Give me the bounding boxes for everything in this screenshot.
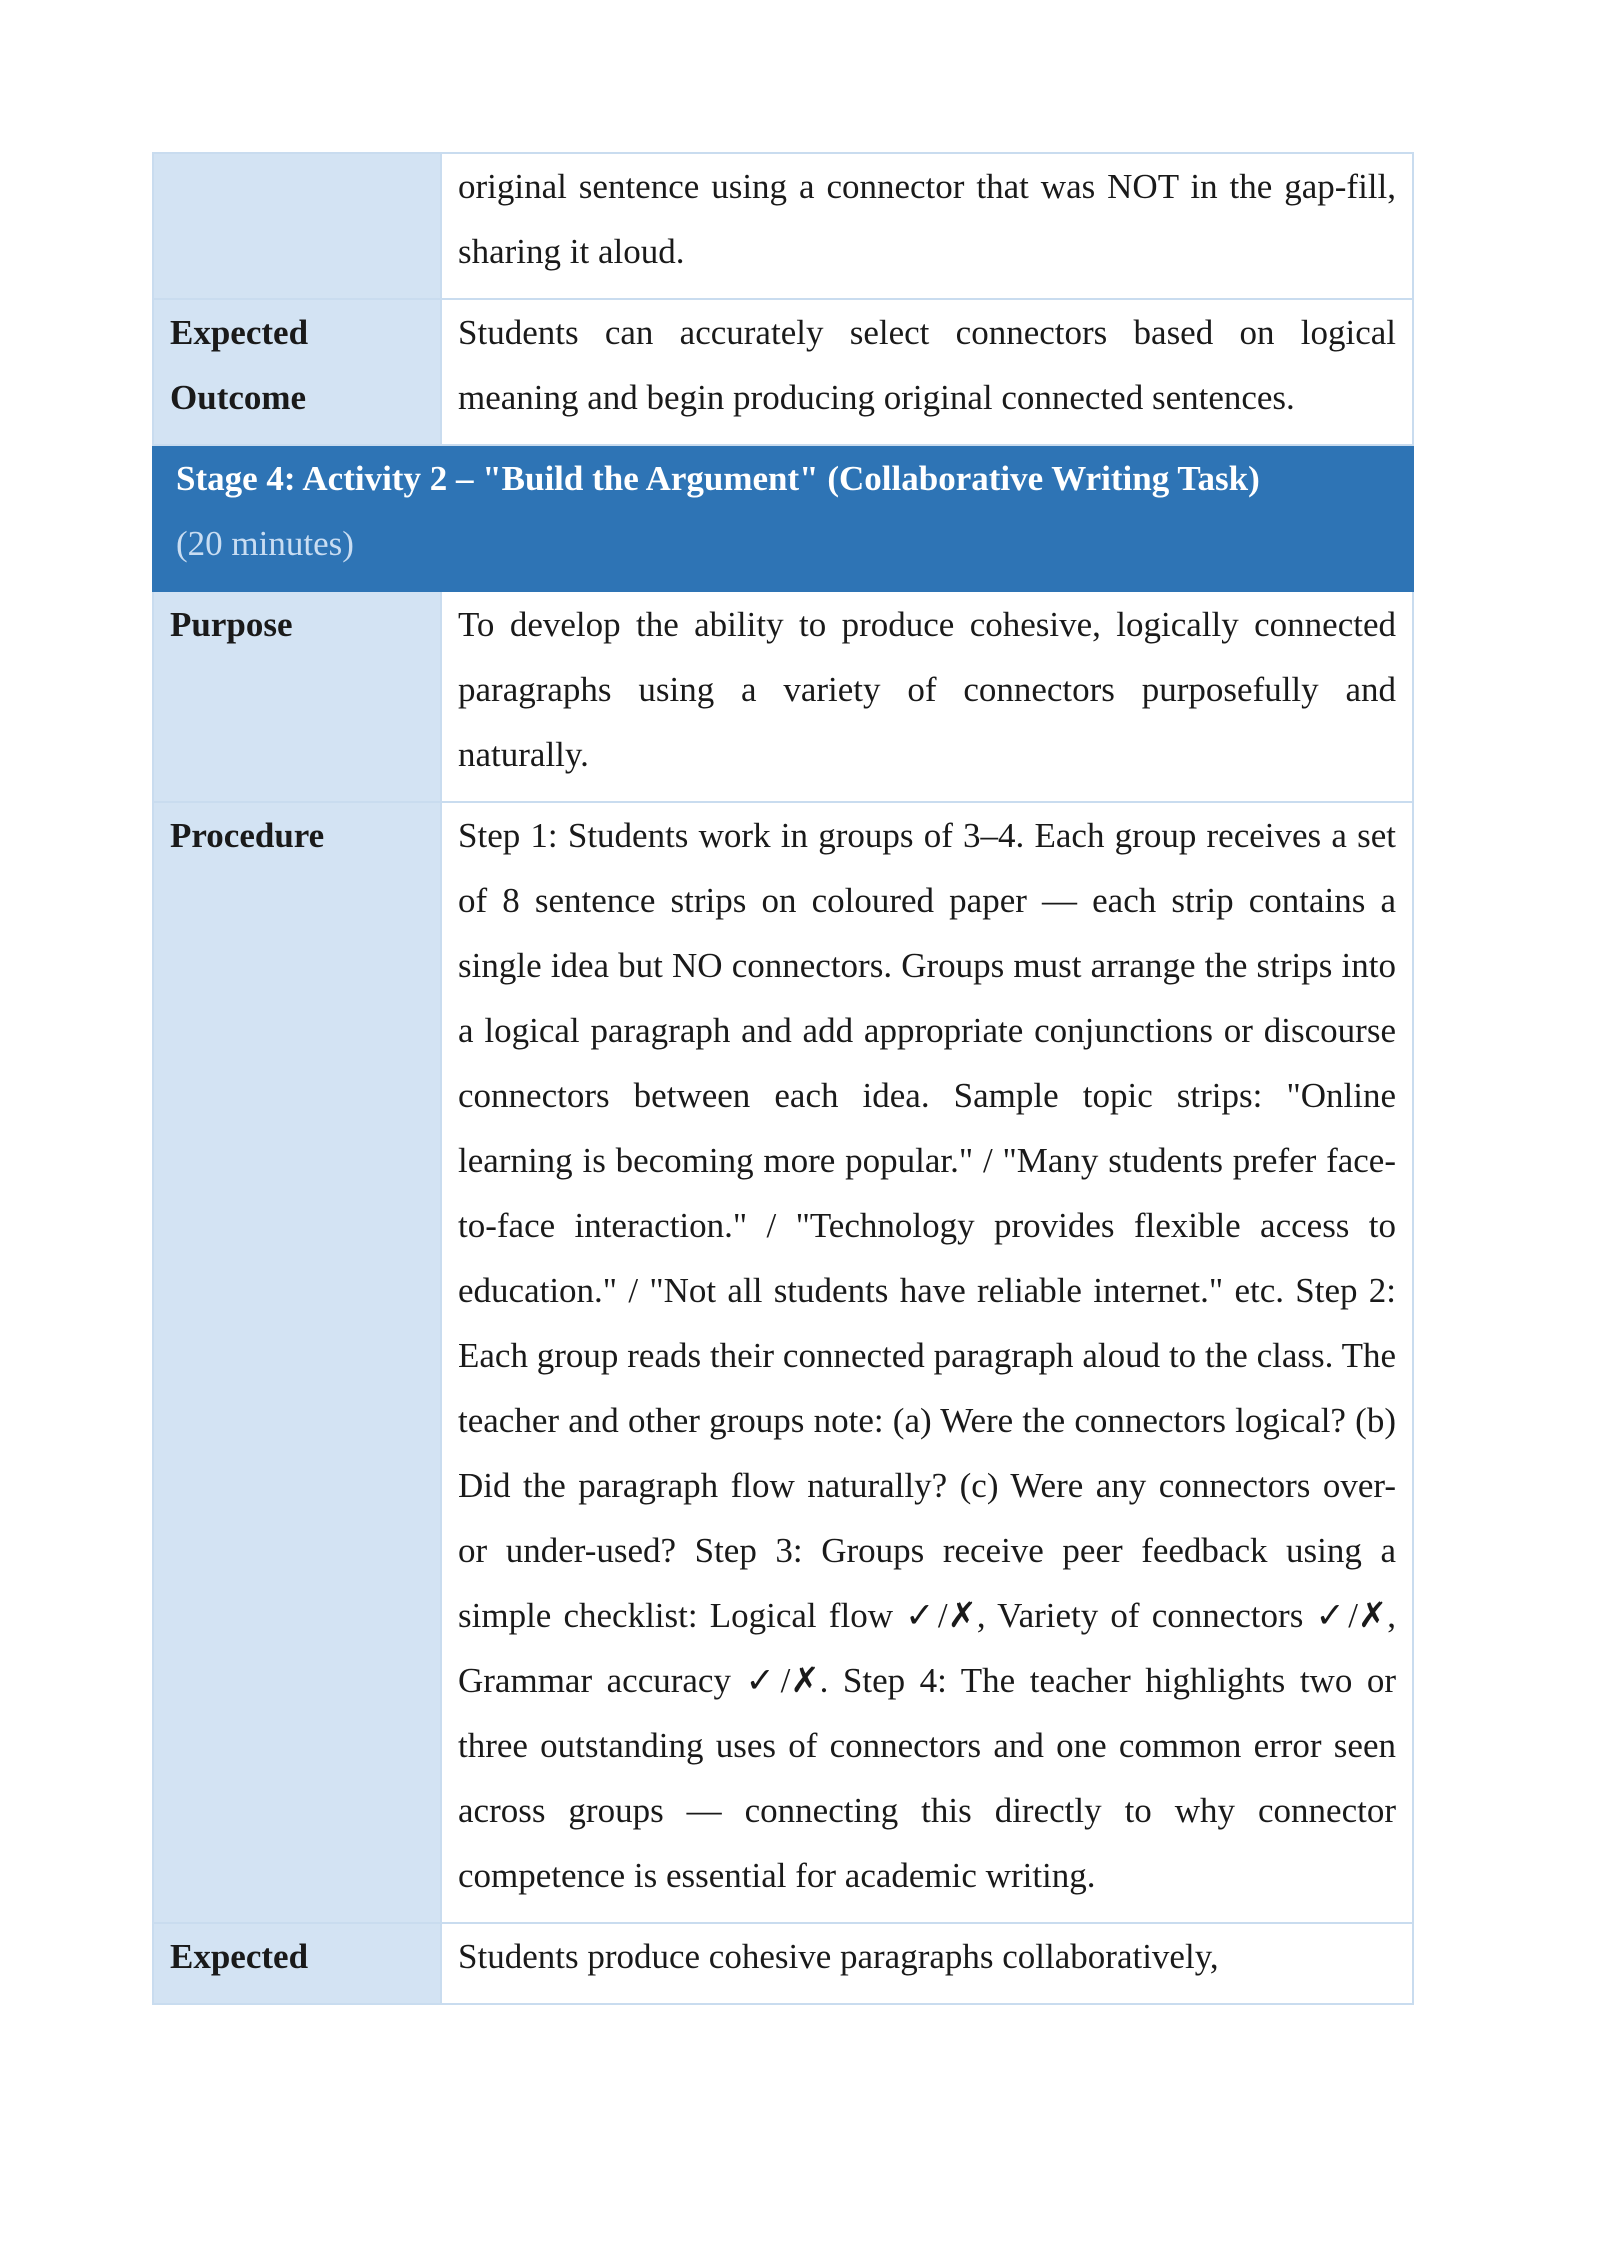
table-row (153, 153, 1413, 299)
purpose-text: To develop the ability to produce cohesive, logically connected paragraphs using a variety of connectors purposefully and naturally. (441, 591, 1413, 802)
empty-label-cell (153, 153, 441, 299)
stage-duration: (20 minutes) (176, 524, 354, 563)
continuation-text: original sentence using a connector that was NOT in the gap-fill, sharing it aloud. (441, 153, 1413, 299)
stage-header-row (153, 445, 1413, 591)
lesson-plan-table (152, 152, 1414, 2005)
expected-outcome-label (153, 299, 441, 445)
procedure-text: Step 1: Students work in groups of 3–4. Each group receives a set of 8 sentence strips on coloured paper — each strip contains a single idea but NO connectors. Groups must arrange the strips into a logical paragraph and add appropriate conjunctions or discourse connectors between each idea. Sample topic strips: "Online learning is becoming more popular." / "Many students prefer face-to-face interaction." / "Technology provides flexible access to education." / "Not all students have reliable internet." etc. Step 2: Each group reads their connected paragraph aloud to the class. The teacher and other groups note: (a) Were the connectors logical? (b) Did the paragraph flow naturally? (c) Were any connectors over- or under-used? Step 3: Groups receive peer feedback using a simple checklist: Logical flow ✓/✗, Variety of connectors ✓/✗, Grammar accuracy ✓/✗. Step 4: The teacher highlights two or three outstanding uses of connectors and one common error seen across groups — connecting this directly to why connector competence is essential for academic writing. (441, 802, 1413, 1923)
procedure-label: Procedure (153, 802, 441, 1923)
label-line: Expected (170, 313, 309, 352)
expected-outcome-text: Students can accurately select connectors based on logical meaning and begin producing original connected sentences. (441, 299, 1413, 445)
table-row (153, 1923, 1413, 2004)
table-row (153, 591, 1413, 802)
expected-outcome-label: Expected (153, 1923, 441, 2004)
label-line: Outcome (170, 378, 307, 417)
stage-title: Stage 4: Activity 2 – "Build the Argument" (Collaborative Writing Task) (176, 459, 1260, 498)
expected-outcome-text: Students produce cohesive paragraphs collaboratively, (441, 1923, 1413, 2004)
purpose-label: Purpose (153, 591, 441, 802)
table-row (153, 299, 1413, 445)
table-row (153, 802, 1413, 1923)
stage-header (153, 445, 1413, 591)
